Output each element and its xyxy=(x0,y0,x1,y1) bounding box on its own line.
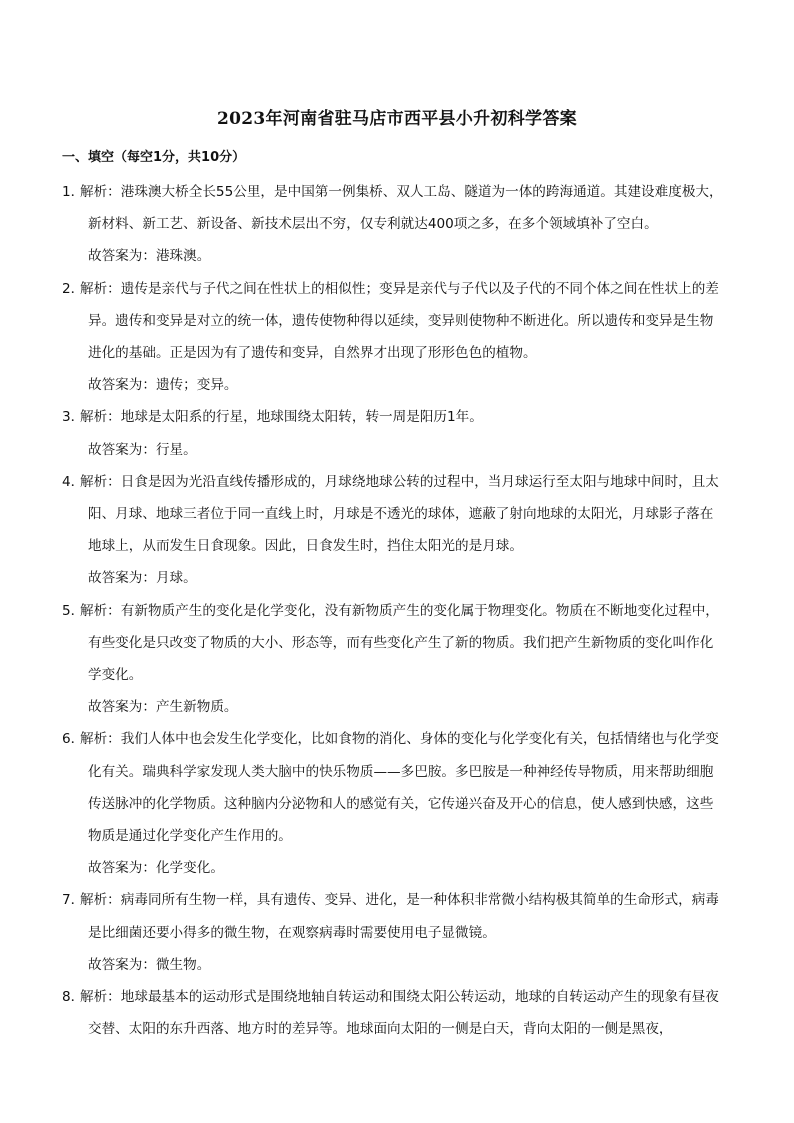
answer-item-3 xyxy=(62,401,724,465)
item-number: 2． xyxy=(62,280,85,297)
item-number: 7． xyxy=(62,892,85,909)
item-explanation: 解析：港珠澳大桥全长55公里，是中国第一例集桥、双人工岛、隧道为一体的跨海通道。其建设难度极大，新材料、新工艺、新设备、新技术层出不穷，仅专利就达400项之多，在多个领域填补了空白。 xyxy=(80,184,723,233)
item-number: 4． xyxy=(62,473,85,490)
answer-item-8 xyxy=(62,981,724,1045)
item-explanation: 解析：地球是太阳系的行星，地球围绕太阳转，转一周是阳历1年。 xyxy=(80,409,483,426)
item-answer: 故答案为：遗传；变异。 xyxy=(88,377,238,394)
answer-item-7 xyxy=(62,884,724,981)
item-explanation: 解析：遗传是亲代与子代之间在性状上的相似性；变异是亲代与子代以及子代的不同个体之间在性状上的差异。遗传和变异是对立的统一体，遗传使物种得以延续，变异则使物种不断进化。所以遗传和变异是生物进化的基础。正是因为有了遗传和变异，自然界才出现了形形色色的植物。 xyxy=(80,280,719,362)
answer-item-1 xyxy=(62,176,724,273)
answer-item-5 xyxy=(62,595,724,724)
item-answer: 故答案为：行星。 xyxy=(88,441,197,458)
item-number: 8． xyxy=(62,989,85,1006)
section-heading: 一、填空（每空1分，共10分） xyxy=(62,150,246,165)
answer-item-4 xyxy=(62,466,724,595)
item-number: 3． xyxy=(62,409,85,426)
item-number: 5． xyxy=(62,602,85,619)
item-explanation: 解析：我们人体中也会发生化学变化，比如食物的消化、身体的变化与化学变化有关，包括情绪也与化学变化有关。瑞典科学家发现人类大脑中的快乐物质——多巴胺。多巴胺是一种神经传导物质，用来帮助细胞传送脉冲的化学物质。这种脑内分泌物和人的感觉有关，它传递兴奋及开心的信息，使人感到快感，这些物质是通过化学变化产生作用的。 xyxy=(80,731,719,845)
item-answer: 故答案为：化学变化。 xyxy=(88,860,224,877)
answer-item-2 xyxy=(62,273,724,402)
answer-list xyxy=(62,176,724,1045)
item-explanation: 解析：有新物质产生的变化是化学变化，没有新物质产生的变化属于物理变化。物质在不断地变化过程中，有些变化是只改变了物质的大小、形态等，而有些变化产生了新的物质。我们把产生新物质的变化叫作化学变化。 xyxy=(80,602,719,684)
item-answer: 故答案为：产生新物质。 xyxy=(88,699,238,716)
item-number: 1． xyxy=(62,184,85,200)
item-answer: 故答案为：微生物。 xyxy=(88,956,211,973)
item-explanation: 解析：地球最基本的运动形式是围绕地轴自转运动和围绕太阳公转运动，地球的自转运动产生的现象有昼夜交替、太阳的东升西落、地方时的差异等。地球面向太阳的一侧是白天，背向太阳的一侧是黑夜， xyxy=(80,989,719,1038)
item-explanation: 解析：病毒同所有生物一样，具有遗传、变异、进化，是一种体积非常微小结构极其简单的生命形式，病毒是比细菌还要小得多的微生物，在观察病毒时需要使用电子显微镜。 xyxy=(80,892,719,941)
answer-item-6 xyxy=(62,723,724,884)
item-explanation: 解析：日食是因为光沿直线传播形成的，月球绕地球公转的过程中，当月球运行至太阳与地球中间时，且太阳、月球、地球三者位于同一直线上时，月球是不透光的球体，遮蔽了射向地球的太阳光，月球影子落在地球上，从而发生日食现象。因此，日食发生时，挡住太阳光的是月球。 xyxy=(80,473,719,555)
item-number: 6． xyxy=(62,731,85,748)
item-answer: 故答案为：港珠澳。 xyxy=(88,248,211,265)
item-answer: 故答案为：月球。 xyxy=(88,570,197,587)
document-title: 2023年河南省驻马店市西平县小升初科学答案 xyxy=(217,109,577,129)
